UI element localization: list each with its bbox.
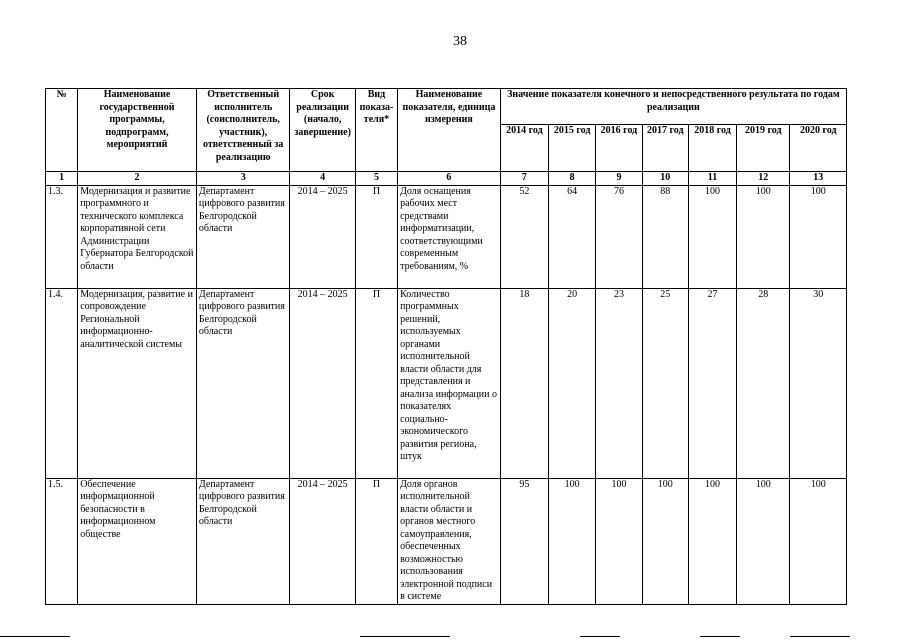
indicators-table: [45, 88, 847, 605]
header-program-name: Наименование государственной программы, подпрограмм, мероприятий: [78, 89, 197, 172]
column-number: 7: [500, 172, 548, 186]
header-indicator-type: Вид показа-теля*: [355, 89, 397, 172]
column-number: 2: [78, 172, 197, 186]
column-number: 5: [355, 172, 397, 186]
row-period: 2014 – 2025: [290, 478, 355, 604]
row-value: 100: [642, 478, 688, 604]
row-value: 20: [549, 288, 596, 478]
row-value: 30: [790, 288, 847, 478]
row-value: 100: [737, 478, 790, 604]
row-value: 52: [500, 185, 548, 288]
column-number: 3: [196, 172, 290, 186]
header-num: №: [46, 89, 78, 172]
row-value: 100: [688, 478, 736, 604]
row-period: 2014 – 2025: [290, 185, 355, 288]
row-value: 100: [596, 478, 642, 604]
row-program-name: Модернизация и развитие программного и технического комплекса корпоративной сети Администрации Губернатора Белгородской области: [78, 185, 197, 288]
row-value: 18: [500, 288, 548, 478]
column-number: 1: [46, 172, 78, 186]
row-value: 27: [688, 288, 736, 478]
row-period: 2014 – 2025: [290, 288, 355, 478]
column-number: 11: [688, 172, 736, 186]
row-value: 100: [688, 185, 736, 288]
header-values-group: Значение показателя конечного и непосредственного результата по годам реализации: [500, 89, 846, 125]
row-value: 23: [596, 288, 642, 478]
column-number: 6: [398, 172, 501, 186]
year-2014: 2014 год: [500, 125, 548, 172]
row-value: 100: [790, 478, 847, 604]
row-executor: Департамент цифрового развития Белгородской области: [196, 478, 290, 604]
year-2017: 2017 год: [642, 125, 688, 172]
column-number: 9: [596, 172, 642, 186]
row-indicator-type: П: [355, 185, 397, 288]
row-value: 64: [549, 185, 596, 288]
scan-edge-line: [0, 636, 70, 637]
column-number: 12: [737, 172, 790, 186]
year-2018: 2018 год: [688, 125, 736, 172]
row-value: 28: [737, 288, 790, 478]
row-executor: Департамент цифрового развития Белгородской области: [196, 185, 290, 288]
scan-edge-line: [790, 636, 850, 637]
year-2019: 2019 год: [737, 125, 790, 172]
row-indicator-name: Количество программных решений, используемых органами исполнительной власти области для представления и анализа информации о показателях социально-экономического развития региона, штук: [398, 288, 501, 478]
table-row: [46, 185, 847, 288]
row-value: 25: [642, 288, 688, 478]
page-number: 38: [453, 34, 467, 49]
header-indicator-name: Наименование показателя, единица измерения: [398, 89, 501, 172]
header-row-1: [46, 89, 847, 125]
row-executor: Департамент цифрового развития Белгородской области: [196, 288, 290, 478]
row-value: 100: [790, 185, 847, 288]
column-number: 10: [642, 172, 688, 186]
year-2016: 2016 год: [596, 125, 642, 172]
scan-edge-line: [580, 636, 620, 637]
row-indicator-name: Доля оснащения рабочих мест средствами информатизации, соответствующими современным требованиям, %: [398, 185, 501, 288]
table-row: [46, 288, 847, 478]
row-number: 1.4.: [46, 288, 78, 478]
row-number: 1.3.: [46, 185, 78, 288]
scan-edge-line: [360, 636, 450, 637]
row-indicator-type: П: [355, 478, 397, 604]
year-2020: 2020 год: [790, 125, 847, 172]
row-indicator-name: Доля органов исполнительной власти области и органов местного самоуправления, обеспеченных возможностью использования электронной подписи в системе: [398, 478, 501, 604]
row-value: 88: [642, 185, 688, 288]
scan-edge-line: [700, 636, 740, 637]
row-value: 95: [500, 478, 548, 604]
row-value: 76: [596, 185, 642, 288]
column-number: 4: [290, 172, 355, 186]
row-value: 100: [549, 478, 596, 604]
header-period: Срок реализации (начало, завершение): [290, 89, 355, 172]
column-number: 8: [549, 172, 596, 186]
year-2015: 2015 год: [549, 125, 596, 172]
header-executor: Ответственный исполнитель (соисполнитель, участник), ответственный за реализацию: [196, 89, 290, 172]
table-row: [46, 478, 847, 604]
row-indicator-type: П: [355, 288, 397, 478]
row-number: 1.5.: [46, 478, 78, 604]
column-number-row: [46, 172, 847, 186]
column-number: 13: [790, 172, 847, 186]
row-program-name: Обеспечение информационной безопасности в информационном обществе: [78, 478, 197, 604]
row-program-name: Модернизация, развитие и сопровождение Региональной информационно-аналитической системы: [78, 288, 197, 478]
row-value: 100: [737, 185, 790, 288]
